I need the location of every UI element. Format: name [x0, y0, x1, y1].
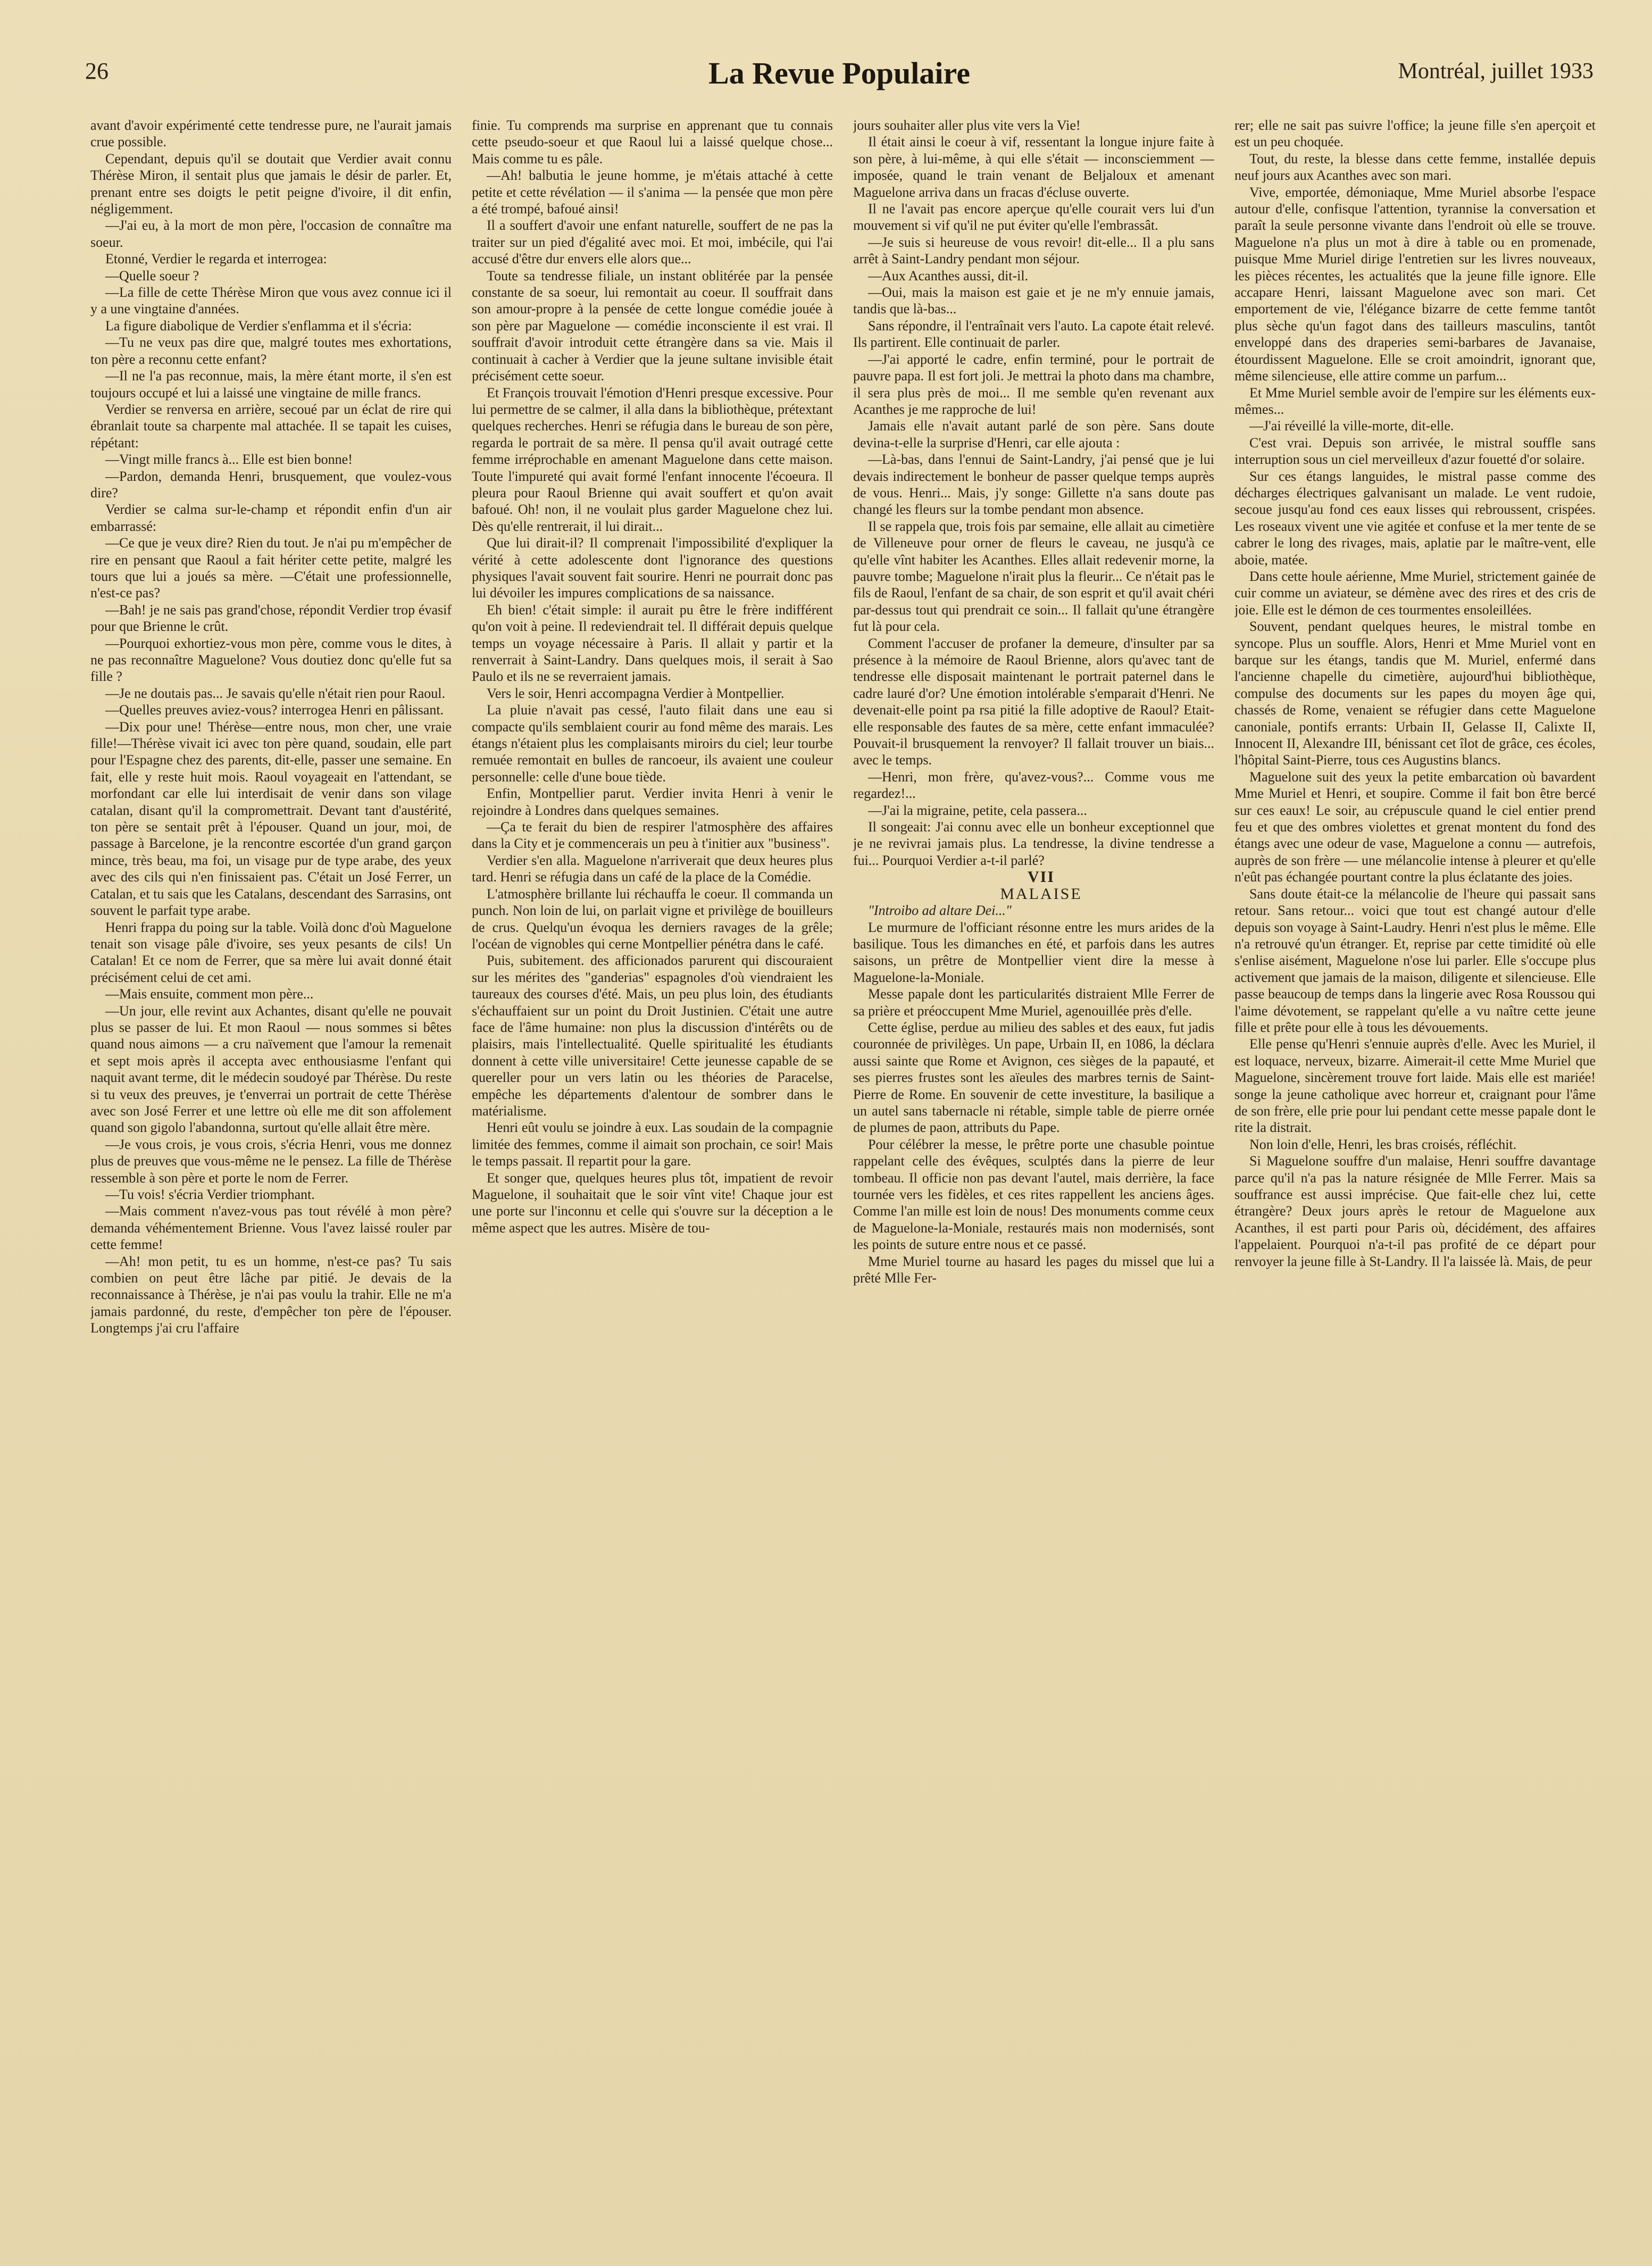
paragraph: rer; elle ne sait pas suivre l'office; la jeune fille s'en aperçoit et est un peu choquée. [1234, 118, 1596, 150]
paragraph: Verdier se calma sur-le-champ et répondit enfin d'un air embarrassé: [90, 502, 452, 534]
epigraph: "Introibo ad altare Dei..." [868, 903, 1012, 919]
paragraph: —Quelle soeur ? [105, 268, 199, 284]
paragraph: Sans répondre, il l'entraînait vers l'auto. La capote était relevé. Ils partirent. Elle continuait de parler. [853, 318, 1214, 351]
paragraph: Verdier se renversa en arrière, secoué par un éclat de rire qui ébranlait toute sa charpente mal attachée. Il se tapait les cuises, répétant: [90, 401, 452, 451]
paragraph: Vers le soir, Henri accompagna Verdier à Montpellier. [487, 685, 785, 701]
chapter-number: VII [1027, 868, 1055, 886]
paragraph: —Je suis si heureuse de vous revoir! dit-elle... Il a plu sans arrêt à Saint-Landry pendant mon séjour. [853, 234, 1214, 267]
paragraph: —Mais comment n'avez-vous pas tout révélé à mon père? demanda véhémentement Brienne. Vous l'avez laissé rouler par cette femme! [90, 1203, 452, 1253]
paragraph: —Ah! mon petit, tu es un homme, n'est-ce pas? Tu sais combien on peut être lâche par pitié. Je devais de la reconnaissance à Thérèse, je n'ai pas voulu la trahir. Elle ne m'a jamais pardonné, du reste, d'empêcher ton père de l'épouser. Longtemps j'ai cru l'affaire [90, 1253, 452, 1336]
paragraph: —Mais ensuite, comment mon père... [105, 986, 314, 1002]
paragraph: Dans cette houle aérienne, Mme Muriel, strictement gainée de cuir comme un aviateur, se démène avec des rires et des cris de joie. Elle est le démon de ces tourmentes ensoleillées. [1234, 568, 1596, 618]
paragraph: Il était ainsi le coeur à vif, ressentant la longue injure faite à son père, à lui-même, à qui elle s'était — inconsciemment — imposée, quand le train venant de Beljaloux et amenant Maguelone arriva dans un fracas d'écluse ouverte. [853, 134, 1214, 200]
paragraph: Henri frappa du poing sur la table. Voilà donc d'où Maguelone tenait son visage pâle d'ivoire, ses yeux pesants de cils! Un Catalan! Et ce nom de Ferrer, que sa mère lui avait donné était précisément celui de cet ami. [90, 919, 452, 985]
paragraph: —Pourquoi exhortiez-vous mon père, comme vous le dites, à ne pas reconnaître Maguelone? Vous doutiez donc qu'elle fut sa fille ? [90, 635, 452, 685]
paragraph: Il se rappela que, trois fois par semaine, elle allait au cimetière de Villeneuve pour orner de fleurs le caveau, ne jusqu'à ce qu'elle vînt habiter les Acanthes. Elles allait redevenir morne, la pauvre tombe; Maguelone n'irait plus la fleurir... Ce n'était pas le fils de Raoul, l'enfant de sa chair, de son esprit et qu'il avait chéri par-dessus tout qui prendrait ce soin... Il fallait qu'une étrangère fut là pour cela. [853, 518, 1214, 635]
paragraph: —Je ne doutais pas... Je savais qu'elle n'était rien pour Raoul. [105, 685, 445, 701]
paragraph: Le murmure de l'officiant résonne entre les murs arides de la basilique. Tous les dimanches en été, et parfois dans les autres saisons, un prêtre de Montpellier vient dire la messe à Maguelone-la-Moniale. [853, 919, 1214, 985]
paragraph: —Quelles preuves aviez-vous? interrogea Henri en pâlissant. [105, 702, 444, 718]
paragraph: Sans doute était-ce la mélancolie de l'heure qui passait sans retour. Sans retour... voici que tout est changé autour d'elle depuis son voyage à Saint-Laudry. Henri n'est plus le même. Elle n'a retrouvé qu'un étranger. Et, reprise par cette timidité où elle s'enlise aisément, Maguelone n'ose lui parler. Elle s'occupe plus activement que jamais de la maison, diligente et silencieuse. Elle passe beaucoup de temps dans la lingerie avec Rosa Roussou qui l'aime dévotement, se rappelant qu'elle a vu naître cette jeune fille et prête pour elle à tous les dévouements. [1234, 886, 1596, 1035]
paragraph: Vive, emportée, démoniaque, Mme Muriel absorbe l'espace autour d'elle, confisque l'attention, tyrannise la conversation et paraît la seule personne vivante dans l'endroit où elle se trouve. Maguelone n'a plus un mot à dire à table ou en promenade, puisque Mme Muriel dirige l'entretien sur les livres nouveaux, les pièces récentes, les actualités que la jeune fille ignore. Elle accapare Henri, laissant Maguelone avec son mari. Cet emportement de vie, l'élégance bizarre de cette femme tantôt plus sèche qu'un fagot dans des tailleurs masculins, tantôt enveloppé dans des draperies semi-barbares de Javanaise, étourdissent Maguelone. Elle se croit amoindrit, ignorant que, même silencieuse, elle attire comme un parfum... [1234, 184, 1596, 384]
paragraph: —Aux Acanthes aussi, dit-il. [868, 268, 1029, 284]
paragraph: —Oui, mais la maison est gaie et je ne m'y ennuie jamais, tandis que là-bas... [853, 285, 1214, 317]
paragraph: Comment l'accuser de profaner la demeure, d'insulter par sa présence à la mémoire de Raoul Brienne, alors qu'avec tant de tendresse elle disposait maintenant le portrait paternel dans le cadre lauré d'or? Une émotion intolérable s'emparait d'Henri. Ne devenait-elle point pa rsa pitié la fille adoptive de Raoul? Etait-elle responsable des fautes de sa mère, cette enfant immaculée? Pouvait-il brusquement la renvoyer? Il fallait trouver un biais... avec le temps. [853, 635, 1214, 768]
paragraph: —Tu vois! s'écria Verdier triomphant. [105, 1187, 315, 1202]
paragraph: Eh bien! c'était simple: il aurait pu être le frère indifférent qu'on voit à peine. Il redeviendrait tel. Il différait depuis quelque temps un voyage nécessaire à Paris. Il allait y partir et la renverrait à Saint-Landry. Dans quelques mois, il serait à Sao Paulo et ils ne se reverraient jamais. [472, 602, 833, 685]
paragraph: —Pardon, demanda Henri, brusquement, que voulez-vous dire? [90, 468, 452, 501]
paragraph: —J'ai réveillé la ville-morte, dit-elle. [1249, 418, 1454, 434]
chapter-title: MALAISE [1000, 885, 1082, 903]
paragraph: Maguelone suit des yeux la petite embarcation où bavardent Mme Muriel et Henri, et soupire. Comme il fait bon être bercé sur ces eaux! Le soir, au crépuscule quand le ciel entier prend feu et que des ombres violettes et grenat montent du fond des étangs avec une odeur de vase, Maguelone a connu — autrefois, auprès de son frère — une mélancolie intense à pleurer et qu'elle n'eût pas échangée pourtant contre la plus éclatante des joies. [1234, 769, 1596, 885]
paragraph: Enfin, Montpellier parut. Verdier invita Henri à venir le rejoindre à Londres dans quelques semaines. [472, 786, 833, 818]
paragraph: —Il ne l'a pas reconnue, mais, la mère étant morte, il s'en est toujours occupé et lui a laissé une vingtaine de mille francs. [90, 368, 452, 401]
paragraph: —Je vous crois, je vous crois, s'écria Henri, vous me donnez plus de preuves que vous-même ne le pensez. La fille de Thérèse ressemble à son père et porte le nom de Ferrer. [90, 1136, 452, 1186]
paragraph: —Ça te ferait du bien de respirer l'atmosphère des affaires dans la City et je commencerais un peu à t'initier aux "business". [472, 819, 833, 852]
paragraph: —J'ai la migraine, petite, cela passera... [868, 802, 1087, 818]
article-columns [90, 117, 1596, 2234]
page-header [85, 55, 1593, 93]
paragraph: Pour célébrer la messe, le prêtre porte une chasuble pointue rappelant celle des évêques, sculptés dans la pierre de leur tombeau. Il officie non pas devant l'autel, mais derrière, la face tournée vers les fidèles, et ces rites rappellent les anciens âges. Comme l'an mille est loin de nous! Des monuments comme ceux de Maguelone-la-Moniale, restaurés mais non modernisés, sont les points de suture entre nous et ce passé. [853, 1136, 1214, 1253]
page-number: 26 [85, 58, 109, 84]
column-2 [472, 117, 833, 2234]
paragraph: Il a souffert d'avoir une enfant naturelle, souffert de ne pas la traiter sur un pied d'égalité avec moi. Et moi, imbécile, qui l'ai accusé d'être dur envers elle alors que... [472, 218, 833, 267]
paragraph: L'atmosphère brillante lui réchauffa le coeur. Il commanda un punch. Non loin de lui, on parlait vigne et privilège de bouilleurs de crus. Quelqu'un évoqua les derniers ravages de la grêle; l'océan de vignobles qui cerne Montpellier pénétra dans le café. [472, 886, 833, 952]
paragraph: Et François trouvait l'émotion d'Henri presque excessive. Pour lui permettre de se calmer, il alla dans la bibliothèque, prétextant quelques recherches. Henri se réfugia dans le bureau de son père, regarda le portrait de sa mère. Il pensa qu'il avait outragé cette femme irréprochable en amenant Maguelone dans cette maison. Toute l'impureté qui avait formé l'enfant innocente l'écoeura. Il pleura pour Raoul Brienne qui avait souffert et qu'on avait bafoué. Oh! non, il ne voulait plus garder Maguelone chez lui. Dès qu'elle rentrerait, il lui dirait... [472, 385, 833, 534]
paragraph: —Dix pour une! Thérèse—entre nous, mon cher, une vraie fille!—Thérèse vivait ici avec ton père quand, soudain, elle part pour l'Espagne chez des parents, dit-elle, passer une semaine. En fait, elle y reste huit mois. Raoul voyageait en l'attendant, se morfondant car elle lui interdisait de venir dans son vilage catalan, disant qu'il la compromettrait. Devant tant d'austérité, ton père se sentait prêt à l'épouser. Quand un jour, moi, de passage à Barcelone, je la rencontre escortée d'un grand garçon mince, très beau, ma foi, un visage pur de type arabe, des yeux avec des cils qui n'en finissaient pas. C'était un José Ferrer, un Catalan, et tu sais que les Catalans, descendant des Sarrasins, ont souvent le parfait type arabe. [90, 719, 452, 919]
paragraph: —Tu ne veux pas dire que, malgré toutes mes exhortations, ton père a reconnu cette enfant? [90, 335, 452, 367]
column-4 [1234, 117, 1596, 2234]
paragraph: Elle pense qu'Henri s'ennuie auprès d'elle. Avec les Muriel, il est loquace, nerveux, bizarre. Aimerait-il cette Mme Muriel que Maguelone, sincèrement trouve fort laide. Mais elle est mariée! songe la jeune catholique avec horreur et, craignant pour l'âme de son frère, elle prie pour lui pendant cette messe papale dont le rite la distrait. [1234, 1036, 1596, 1136]
paragraph: Cette église, perdue au milieu des sables et des eaux, fut jadis couronnée de privilèges. Un pape, Urbain II, en 1086, la déclara aussi sainte que Rome et Avignon, ces sièges de la papauté, et ses pierres frustes sont les aïeules des marbres ternis de Saint-Pierre de Rome. En souvenir de cette investiture, la basilique a un autel sans tabernacle ni rétable, simple table de pierre ornée de plumes de paon, attributs du Pape. [853, 1019, 1214, 1136]
paragraph: —Bah! je ne sais pas grand'chose, répondit Verdier trop évasif pour que Brienne le crût. [90, 602, 452, 635]
paragraph: Tout, du reste, la blesse dans cette femme, installée depuis neuf jours aux Acanthes avec son mari. [1234, 151, 1596, 184]
paragraph: jours souhaiter aller plus vite vers la Vie! [853, 118, 1081, 133]
paragraph: —Henri, mon frère, qu'avez-vous?... Comme vous me regardez!... [853, 769, 1214, 802]
paragraph: —Vingt mille francs à... Elle est bien bonne! [105, 452, 353, 468]
paragraph: Etonné, Verdier le regarda et interrogea: [105, 251, 327, 267]
paragraph: Messe papale dont les particularités distraient Mlle Ferrer de sa prière et préoccupent Mme Muriel, agenouillée près d'elle. [853, 986, 1214, 1019]
paragraph: finie. Tu comprends ma surprise en apprenant que tu connais cette pseudo-soeur et que Raoul lui a laissé quelque chose... Mais comme tu es pâle. [472, 118, 833, 166]
paragraph: —La fille de cette Thérèse Miron que vous avez connue ici il y a une vingtaine d'années. [90, 285, 452, 317]
paragraph: Mme Muriel tourne au hasard les pages du missel que lui a prêté Mlle Fer- [853, 1253, 1214, 1286]
paragraph: —Ce que je veux dire? Rien du tout. Je n'ai pu m'empêcher de rire en pensant que Raoul a fait hériter cette petite, malgré les tours que lui a joués sa mère. —C'était une professionnelle, n'est-ce pas? [90, 535, 452, 601]
paragraph: Que lui dirait-il? Il comprenait l'impossibilité d'expliquer la vérité à cette adolescente dont l'ignorance des questions physiques l'avait souvent fait sourire. Henri ne pourrait donc pas lui dévoiler les impures complications de sa naissance. [472, 535, 833, 601]
paragraph: —Là-bas, dans l'ennui de Saint-Landry, j'ai pensé que je lui devais indirectement le bonheur de passer quelque temps auprès de vous. Henri... Mais, j'y songe: Gillette n'a sans doute pas changé les fleurs sur la tombe pendant mon absence. [853, 452, 1214, 518]
issue-date: Montréal, juillet 1933 [1398, 59, 1593, 84]
paragraph: Cependant, depuis qu'il se doutait que Verdier avait connu Thérèse Miron, il sentait plus que jamais le désir de parler. Et, prenant entre ses doigts le petit peigne d'ivoire, il dit enfin, négligemment. [90, 151, 452, 217]
paragraph: —Ah! balbutia le jeune homme, je m'étais attaché à cette petite et cette révélation — il s'anima — la pensée que mon père a été trompé, bafoué ainsi! [472, 168, 833, 217]
paragraph: La pluie n'avait pas cessé, l'auto filait dans une eau si compacte qu'ils semblaient courir au fond même des marais. Les étangs n'étaient plus les complaisants miroirs du ciel; leur tourbe remuée remontait en bulles de rancoeur, ils avaient une couleur personnelle: celle d'une boue tiède. [472, 702, 833, 785]
paragraph: Henri eût voulu se joindre à eux. Las soudain de la compagnie limitée des femmes, comme il aimait son prochain, ce soir! Mais le temps passait. Il repartit pour la gare. [472, 1120, 833, 1169]
paragraph: avant d'avoir expérimenté cette tendresse pure, ne l'aurait jamais crue possible. [90, 118, 452, 150]
paragraph: —J'ai apporté le cadre, enfin terminé, pour le portrait de pauvre papa. Il est fort joli. Je mettrai la photo dans ma chambre, il sera plus près de moi... Il me semble qu'en revenant aux Acanthes je me rapproche de lui! [853, 351, 1214, 417]
paragraph: Sur ces étangs languides, le mistral passe comme des décharges électriques galvanisant un malade. Le vent rudoie, secoue jusqu'au fond ces eaux lisses qui rebroussent, crispées. Les roseaux vivent une vie agitée et confuse et la mer tente de se cabrer le long des rivages, mais, aplatie par le maître-vent, elle aboie, matée. [1234, 468, 1596, 568]
paragraph: Jamais elle n'avait autant parlé de son père. Sans doute devina-t-elle la surprise d'Henri, car elle ajouta : [853, 418, 1214, 451]
paragraph: Puis, subitement. des afficionados parurent qui discouraient sur les mérites des "ganderias" espagnoles d'où viendraient les taureaux des courses d'été. Mais, un peu plus loin, des étudiants s'échauffaient sur un point du Droit Justinien. C'était une autre face de l'âme humaine: non plus la discussion d'intérêts ou de plaisirs, mais l'intellectualité. Quelle spiritualité les étudiants donnent à cette ville universitaire! Cette jeunesse capable de se quereller pour un vers latin ou les théories de Paracelse, empêche les départements d'alentour de sombrer dans le matérialisme. [472, 953, 833, 1119]
paragraph: —Un jour, elle revint aux Achantes, disant qu'elle ne pouvait plus se passer de lui. Et mon Raoul — nous sommes si bêtes quand nous aimons — a cru naïvement que l'amour la remenait et sept mois après il accepta avec enthousiasme l'enfant qui naquit avant terme, dit le médecin soudoyé par Thérèse. Du reste si tu veux des preuves, je t'enverrai un portrait de cette Thérèse avec son José Ferrer et une lettre où elle me dit son affolement quand son gigolo l'abandonna, surtout qu'elle allait être mère. [90, 1003, 452, 1136]
paragraph: C'est vrai. Depuis son arrivée, le mistral souffle sans interruption sous un ciel merveilleux d'azur fouetté d'or solaire. [1234, 435, 1596, 468]
paragraph: —J'ai eu, à la mort de mon père, l'occasion de connaître ma soeur. [90, 218, 452, 250]
paragraph: Souvent, pendant quelques heures, le mistral tombe en syncope. Plus un souffle. Alors, Henri et Mme Muriel vont en barque sur les étangs, tandis que M. Muriel, enfermé dans l'ancienne chapelle du cimetière, aujourd'hui bibliothèque, compulse des documents sur les papes du moyen âge qui, chassés de Rome, venaient se réfugier dans cette Maguelone canoniale, pontifs errants: Urbain II, Gelasse II, Calixte II, Innocent II, Alexandre III, bénissant cet îlot de grâce, ces écoles, l'hôpital Saint-Pierre, tous ces Augustins blancs. [1234, 619, 1596, 768]
paragraph: Toute sa tendresse filiale, un instant oblitérée par la pensée constante de sa soeur, lui remontait au coeur. Il souffrait dans son amour-propre à la pensée de cette longue comédie jouée à son père par Maguelone — comédie inconsciente il est vrai. Il souffrait d'avoir introduit cette étrangère dans sa vie. Mais il continuait à cacher à Verdier que la jeune sultane invisible était précisément cette soeur. [472, 268, 833, 384]
paragraph: Non loin d'elle, Henri, les bras croisés, réfléchit. [1249, 1136, 1517, 1152]
paragraph: Et songer que, quelques heures plus tôt, impatient de revoir Maguelone, il souhaitait que le soir vînt vite! Chaque jour est une porte sur l'inconnu et celle qui s'ouvre sur la déception a le même aspect que les autres. Misère de tou- [472, 1170, 833, 1236]
paragraph: Si Maguelone souffre d'un malaise, Henri souffre davantage parce qu'il n'a pas la nature résignée de Mlle Ferrer. Mais sa souffrance est aussi imprécise. Que fait-elle chez lui, cette étrangère? Deux jours après le retour de Maguelone aux Acanthes, il est parti pour Paris où, décidément, des affaires l'appelaient. Pourquoi n'a-t-il pas profité de ce départ pour renvoyer la jeune fille à St-Landry. Il l'a laissée là. Mais, de peur [1234, 1153, 1596, 1269]
column-1 [90, 117, 452, 2234]
paragraph: Il ne l'avait pas encore aperçue qu'elle courait vers lui d'un mouvement si vif qu'il ne put éviter qu'elle l'embrassât. [853, 201, 1214, 234]
paragraph: Il songeait: J'ai connu avec elle un bonheur exceptionnel que je ne revivrai jamais plus. La tendresse, la divine tendresse a fui... Pourquoi Verdier a-t-il parlé? [853, 819, 1214, 868]
column-3 [853, 117, 1214, 2234]
paragraph: Verdier s'en alla. Maguelone n'arriverait que deux heures plus tard. Henri se réfugia dans un café de la place de la Comédie. [472, 852, 833, 885]
paragraph: Et Mme Muriel semble avoir de l'empire sur les éléments eux-mêmes... [1234, 385, 1596, 417]
publication-title: La Revue Populaire [708, 56, 970, 90]
paragraph: La figure diabolique de Verdier s'enflamma et il s'écria: [105, 318, 412, 334]
